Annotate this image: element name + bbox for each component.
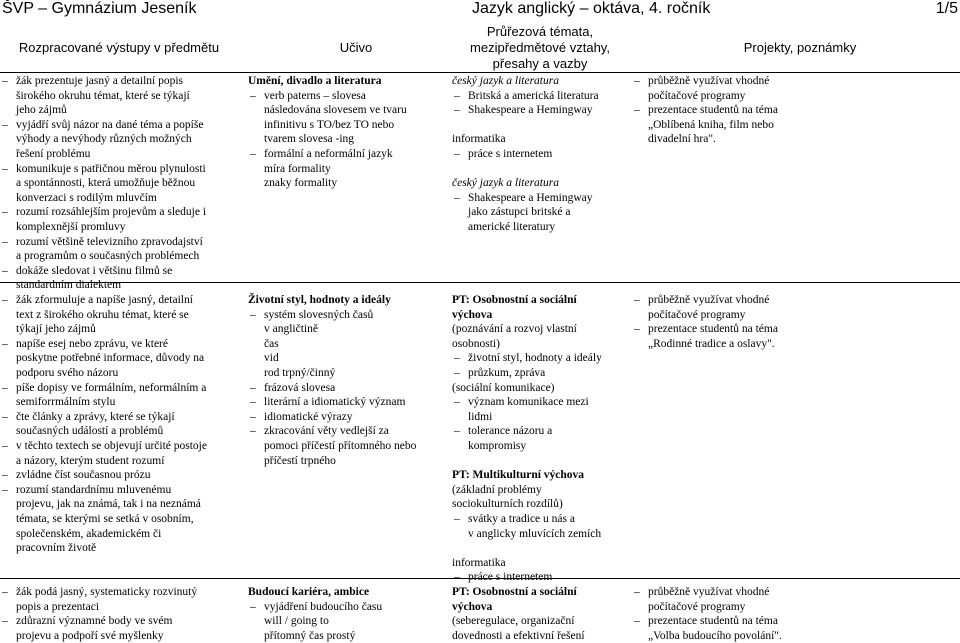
outcome-item: – zvládne číst současnou prózu [0,468,238,483]
cross-topic-item: – význam komunikace mezi [452,395,638,410]
cross-subject-name: český jazyk a literatura [452,75,559,87]
curriculum-line: znaky formality [264,177,338,190]
cross-topics-line: Průřezová témata, [486,24,594,39]
project-line: „Volba budoucího povolání". [648,629,782,642]
curriculum-line: pomoci příčestí přítomného nebo [264,439,417,452]
outcome-item: – v těchto textech se objevují určité postoje [0,439,238,454]
cross-topics-block-2 [452,293,638,585]
project-item: – prezentace studentů na téma [632,614,958,629]
outcome-line: témata, se kterými se setká v osobním, [16,512,194,525]
curriculum-line: infinitivu s TO/bez TO nebo [264,118,395,131]
cross-subject-name: český jazyk a literatura [452,177,559,190]
cross-topics-block-1 [452,74,638,235]
curriculum-heading: Umění, divadlo a literatura [248,75,382,87]
outcome-line: současných událostí a problémů [16,425,164,438]
curriculum-block-3 [248,585,444,643]
cross-topic-item: – práce s internetem [452,570,638,585]
outcome-line: poskytne potřebné informace, důvody na [16,352,205,365]
outcome-line: a názory, kterým student rozumí [16,454,165,467]
outcome-item: – píše dopisy ve formálním, neformálním a [0,381,238,396]
outcome-item: – rozumí většině televizního zpravodajství [0,235,238,250]
outcome-item: – žák zformuluje a napíše jasný, detailní [0,293,238,308]
curriculum-item: – verb paterns – slovesa [248,89,444,104]
cross-topics-line: mezipředmětové vztahy, [470,40,610,55]
outcome-item: – rozumí standardnímu mluvenému [0,483,238,498]
projects-block-3 [632,585,958,643]
curriculum-item: – literární a idiomatický význam [248,395,444,410]
outcome-line: a programům o současných problémech [16,250,200,263]
curriculum-heading: Budoucí kariéra, ambice [248,586,370,598]
curriculum-item: – systém slovesných časů [248,308,444,323]
outcome-line: popis a prezentaci [16,600,100,613]
outcomes-block-2 [0,293,238,556]
outcome-item: – zdůrazní významné body ve svém [0,614,238,629]
outcome-item: – napíše esej nebo zprávu, ve které [0,337,238,352]
spacer [452,454,638,469]
cross-topic-note: osobnosti) [452,337,500,350]
column-heading-projects: Projekty, poznámky [743,40,857,55]
project-line: počítačové programy [648,89,746,102]
curriculum-block-1 [248,74,444,191]
header-subject: Jazyk anglický – oktáva, 4. ročník [472,0,711,17]
outcomes-block-1 [0,74,238,293]
outcome-line: konverzaci s rodilým mluvčím [16,191,157,204]
outcome-line: pracovním životě [16,542,97,555]
project-item: – průběžně využívat vhodné [632,293,958,308]
curriculum-line: v angličtině [264,323,318,336]
curriculum-line: will / going to [264,615,329,628]
outcome-line: týkají jeho zájmů [16,323,96,336]
curriculum-item: – zkracování věty vedlejší za [248,424,444,439]
curriculum-item: – vyjádření budoucího času [248,600,444,615]
curriculum-line: následována slovesem ve tvaru [264,104,407,117]
outcome-line: text z širokého okruhu témat, které se [16,308,189,321]
cross-topic-heading: PT: Osobnostní a sociální [452,586,577,598]
cross-topic-heading: PT: Osobnostní a sociální [452,294,577,306]
cross-topic-note: dovednosti a efektivní řešení [452,629,585,642]
outcome-line: podporu svého názoru [16,366,119,379]
project-line: „Rodinné tradice a oslavy". [648,337,775,350]
curriculum-block-2 [248,293,444,468]
outcome-line: a spontánnosti, která umožňuje běžnou [16,177,196,190]
cross-topic-item: – práce s internetem [452,147,638,162]
projects-block-1 [632,74,958,147]
outcome-item: – rozumí rozsáhlejším projevům a sleduje i [0,205,238,220]
outcome-line: komplexnější promluvy [16,220,126,233]
project-line: počítačové programy [648,308,746,321]
curriculum-item: – frázová slovesa [248,381,444,396]
cross-topic-line: lidmi [468,410,493,423]
outcomes-block-3 [0,585,238,643]
curriculum-line: rod trpný/činný [264,366,336,379]
curriculum-line: čas [264,337,279,350]
curriculum-line: příčestí trpného [264,454,336,467]
project-line: divadelní hra". [648,133,716,146]
cross-subject-name: informatika [452,556,506,569]
cross-topic-note: (základní problémy [452,483,542,496]
cross-topic-line: jako zástupci britské a [468,206,571,219]
cross-topic-item: – Shakespeare a Hemingway [452,191,638,206]
project-item: – průběžně využívat vhodné [632,74,958,89]
outcome-item: – žák podá jasný, systematicky rozvinutý [0,585,238,600]
outcome-line: standardním dialektem [16,279,122,292]
cross-topics-block-3 [452,585,638,643]
cross-topic-heading: PT: Multikulturní výchova [452,469,585,482]
outcome-line: řešení problému [16,147,91,160]
curriculum-line: míra formality [264,162,331,175]
outcome-item: – vyjádří svůj názor na dané téma a popíše [0,118,238,133]
column-heading-cross-topics [440,24,640,72]
curriculum-line: vid [264,352,279,365]
curriculum-line: přítomný čas prostý [264,629,356,642]
outcome-line: projevu a podpoří své myšlenky [16,629,164,642]
outcome-line: projevu, jak na známá, tak i na neznámá [16,498,201,511]
project-line: počítačové programy [648,600,746,613]
cross-topic-line: americké literatury [468,220,556,233]
outcome-line: výhody a nevýhody různých možných [16,133,192,146]
cross-topic-item: – průzkum, zpráva [452,366,638,381]
outcome-item: – komunikuje s patřičnou měrou plynulosti [0,162,238,177]
cross-topic-note: sociokulturních rozdílů) [452,498,563,511]
page-header [0,0,960,18]
outcome-item: – dokáže sledovat i většinu filmů se [0,264,238,279]
cross-topic-item: – životní styl, hodnoty a ideály [452,351,638,366]
outcome-line: společenském, akademickém či [16,527,162,540]
project-item: – prezentace studentů na téma [632,322,958,337]
cross-topic-item: – Britská a americká literatura [452,89,638,104]
spacer [452,162,638,177]
spacer [452,541,638,556]
header-divider [0,72,960,73]
outcome-line: širokého okruhu témat, které se týkají [16,89,190,102]
cross-subject-name: informatika [452,133,506,146]
curriculum-heading: Životní styl, hodnoty a ideály [248,294,391,306]
cross-topic-line: kompromisy [468,439,527,452]
outcome-item: – žák prezentuje jasný a detailní popis [0,74,238,89]
project-item: – průběžně využívat vhodné [632,585,958,600]
column-heading-outcomes: Rozpracované výstupy v předmětu [18,40,220,55]
project-line: „Oblíbená kniha, film nebo [648,118,774,131]
cross-topic-note: (seberegulace, organizační [452,615,575,628]
cross-topic-heading: výchova [452,600,493,613]
outcome-item: – čte články a zprávy, které se týkají [0,410,238,425]
cross-topic-item: – Shakespeare a Hemingway [452,103,638,118]
cross-topic-line: v anglicky mluvících zemích [468,527,602,540]
cross-topic-heading: výchova [452,308,493,321]
outcome-line: semiforrmálním stylu [16,396,116,409]
header-school: ŠVP – Gymnázium Jeseník [2,0,197,17]
cross-topics-line: přesahy a vazby [492,56,588,71]
project-item: – prezentace studentů na téma [632,103,958,118]
curriculum-line: tvarem slovesa -ing [264,133,355,146]
curriculum-item: – formální a neformální jazyk [248,147,444,162]
projects-block-2 [632,293,958,351]
cross-topic-note: (sociální komunikace) [452,381,555,394]
cross-topic-item: – tolerance názoru a [452,424,638,439]
cross-topic-item: – svátky a tradice u nás a [452,512,638,527]
header-page-number: 1/5 [935,0,958,17]
spacer [452,118,638,133]
curriculum-item: – idiomatické výrazy [248,410,444,425]
outcome-line: jeho zájmů [16,104,67,117]
cross-topic-note: (poznávání a rozvoj vlastní [452,323,577,336]
column-heading-curriculum: Učivo [339,40,373,55]
